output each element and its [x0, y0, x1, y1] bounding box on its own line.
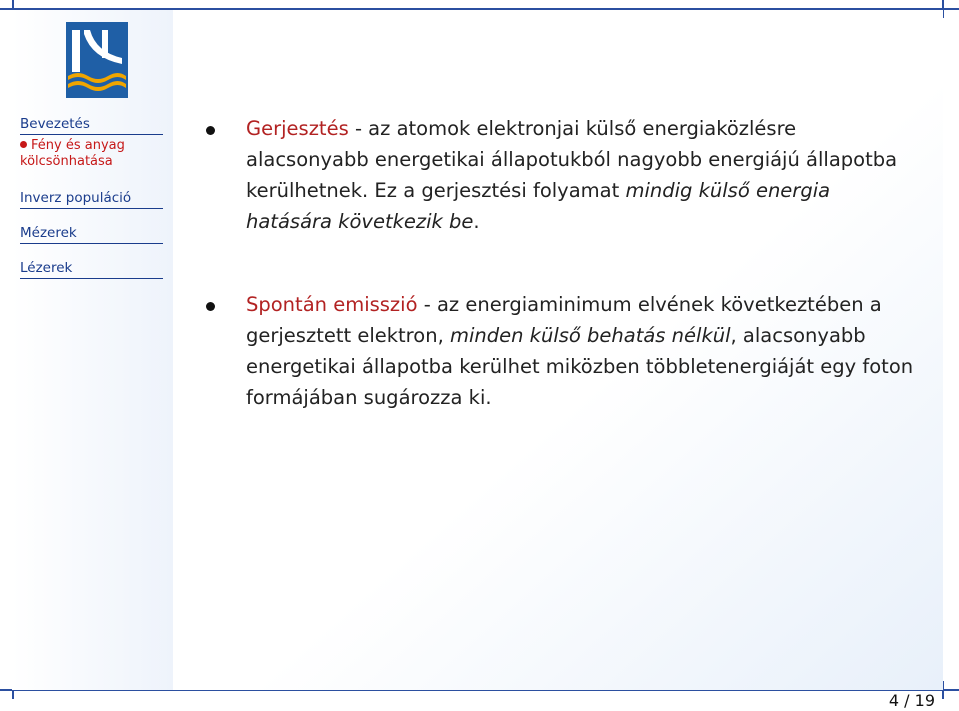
item-text: - az atomok elektronjai külső energiaközlésre alacsonyabb energetikai állapotukból nagyobb energiájú állapotba kerülhetnek. Ez a gerjesztési folyamat — [246, 117, 898, 202]
nav-item-bevezetes[interactable]: Bevezetés — [20, 116, 163, 135]
nav-item-feny-es-anyag[interactable] — [20, 138, 163, 170]
bullet-icon — [206, 126, 215, 135]
item-end: . — [473, 210, 480, 233]
university-logo-icon — [66, 22, 128, 98]
bullet-item-gerjesztes — [206, 113, 921, 237]
sidebar-nav — [20, 116, 163, 279]
sidebar — [12, 10, 173, 690]
term-spontan-emisszio: Spontán emisszió — [246, 293, 418, 316]
item-italic-text: mindig külső energia hatására következik be — [246, 179, 831, 233]
term-gerjesztes: Gerjesztés — [246, 117, 349, 140]
item-italic-text: minden külső behatás nélkül — [449, 324, 731, 347]
page-number: 4 / 19 — [888, 691, 935, 710]
bullet-icon — [206, 302, 215, 311]
slide-content — [206, 113, 921, 413]
bullet-item-spontan-emisszio — [206, 289, 921, 413]
nav-item-feny-label: Fény és anyag kölcsönhatása — [20, 138, 125, 169]
nav-item-mezerek[interactable]: Mézerek — [20, 225, 163, 244]
nav-item-inverz-populacio[interactable]: Inverz populáció — [20, 190, 163, 209]
active-dot-icon — [20, 141, 27, 148]
item-end: , alacsonyabb energetikai állapotba kerülhet miközben többletenergiáját egy foton formájában sugározza ki. — [246, 324, 914, 409]
item-text: - az energiaminimum elvének következtében a gerjesztett elektron, — [246, 293, 882, 347]
nav-item-lezerek[interactable]: Lézerek — [20, 260, 163, 279]
